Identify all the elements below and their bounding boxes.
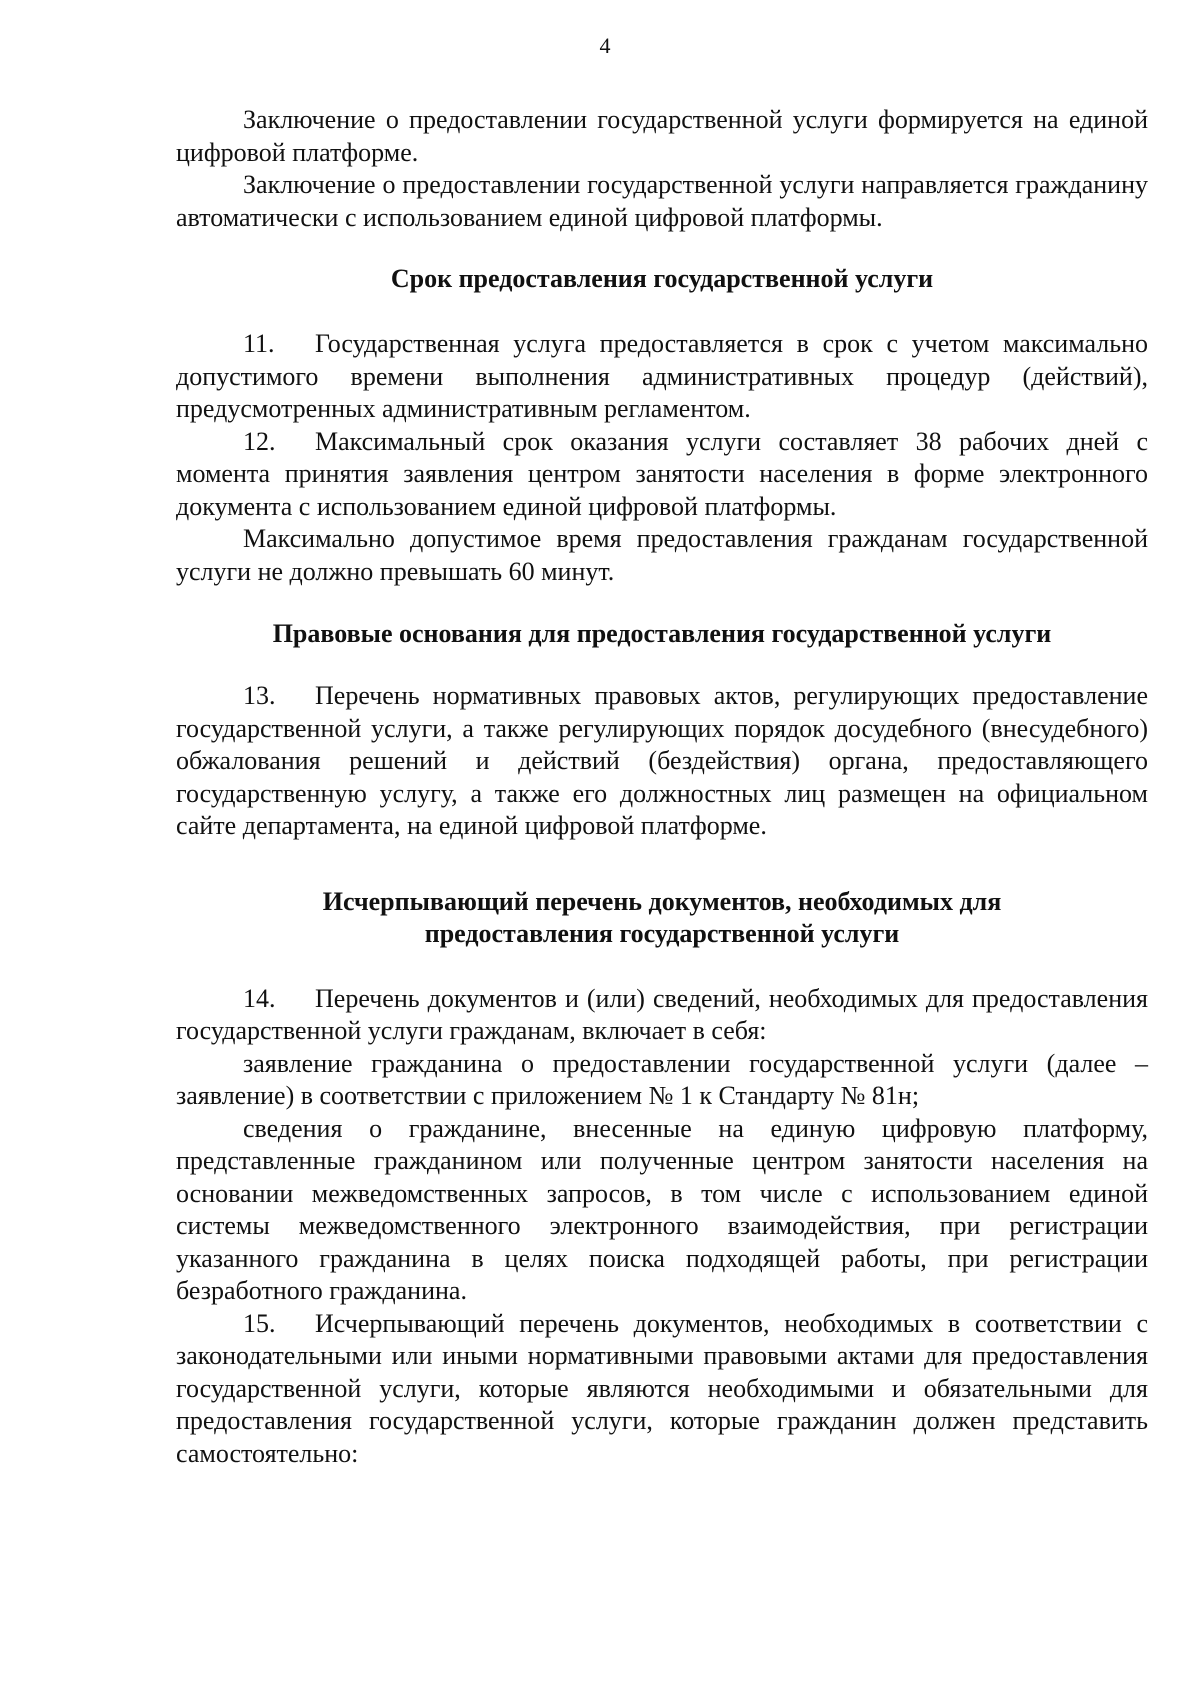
paragraph-11	[176, 328, 1148, 426]
document-body	[176, 104, 1148, 1470]
heading-documents-list-line2: предоставления государственной услуги	[424, 918, 900, 948]
heading-service-term: Срок предоставления государственной услуги	[390, 264, 934, 293]
paragraph-13-number: 13.	[243, 681, 276, 710]
heading-documents-list-line1: Исчерпывающий перечень документов, необходимых для	[322, 886, 1002, 916]
paragraph-conclusion-sent: Заключение о предоставлении государственной услуги направляется гражданину автоматически с использованием единой цифровой платформы.	[176, 170, 1148, 232]
paragraph-11-text: Государственная услуга предоставляется в срок с учетом максимально допустимого времени выполнения административных процедур (действий), предусмотренных административным регламентом.	[176, 329, 1148, 423]
paragraph-12-number: 12.	[243, 426, 276, 456]
paragraph-12-max-time: Максимально допустимое время предоставления гражданам государственной услуги не должно превышать 60 минут.	[176, 524, 1148, 586]
paragraph-conclusion-formed: Заключение о предоставлении государственной услуги формируется на единой цифровой платформе.	[176, 105, 1148, 167]
paragraph-14-application: заявление гражданина о предоставлении государственной услуги (далее – заявление) в соответствии с приложением № 1 к Стандарту № 81н;	[176, 1048, 1148, 1110]
paragraph-14-text: Перечень документов и (или) сведений, необходимых для предоставления государственной услуги гражданам, включает в себя:	[176, 983, 1148, 1045]
paragraph-12-text: Максимальный срок оказания услуги составляет 38 рабочих дней с момента принятия заявления центром занятости населения в форме электронного документа с использованием единой цифровой платформы.	[176, 426, 1148, 521]
paragraph-15-number: 15.	[243, 1308, 276, 1338]
paragraph-13-text: Перечень нормативных правовых актов, регулирующих предоставление государственной услуги, а также регулирующих порядок досудебного (внесудебного) обжалования решений и действий (бездействия) органа, предоставляющего государственную услугу, а также его должностных лиц размещен на официальном сайте департамента, на единой цифровой платформе.	[176, 681, 1148, 840]
paragraph-14	[176, 983, 1148, 1048]
paragraph-12	[176, 426, 1148, 524]
paragraph-14-number: 14.	[243, 983, 276, 1013]
paragraph-11-number: 11.	[243, 329, 275, 358]
heading-legal-grounds: Правовые основания для предоставления государственной услуги	[272, 619, 1052, 648]
paragraph-13	[176, 680, 1148, 843]
paragraph-15-text: Исчерпывающий перечень документов, необходимых в соответствии с законодательными или иными нормативными правовыми актами для предоставления государственной услуги, которые являются необходимыми и обязательными для предоставления государственной услуги, которые гражданин должен представить самостоятельно:	[176, 1308, 1148, 1468]
paragraph-14-citizen-info: сведения о гражданине, внесенные на единую цифровую платформу, представленные гражданином или полученные центром занятости населения на основании межведомственных запросов, в том числе с использованием единой системы межведомственного электронного взаимодействия, при регистрации указанного гражданина в целях поиска подходящей работы, при регистрации безработного гражданина.	[176, 1113, 1148, 1305]
paragraph-15	[176, 1308, 1148, 1471]
page-number: 4	[599, 33, 611, 58]
heading-documents-list	[176, 886, 1148, 950]
